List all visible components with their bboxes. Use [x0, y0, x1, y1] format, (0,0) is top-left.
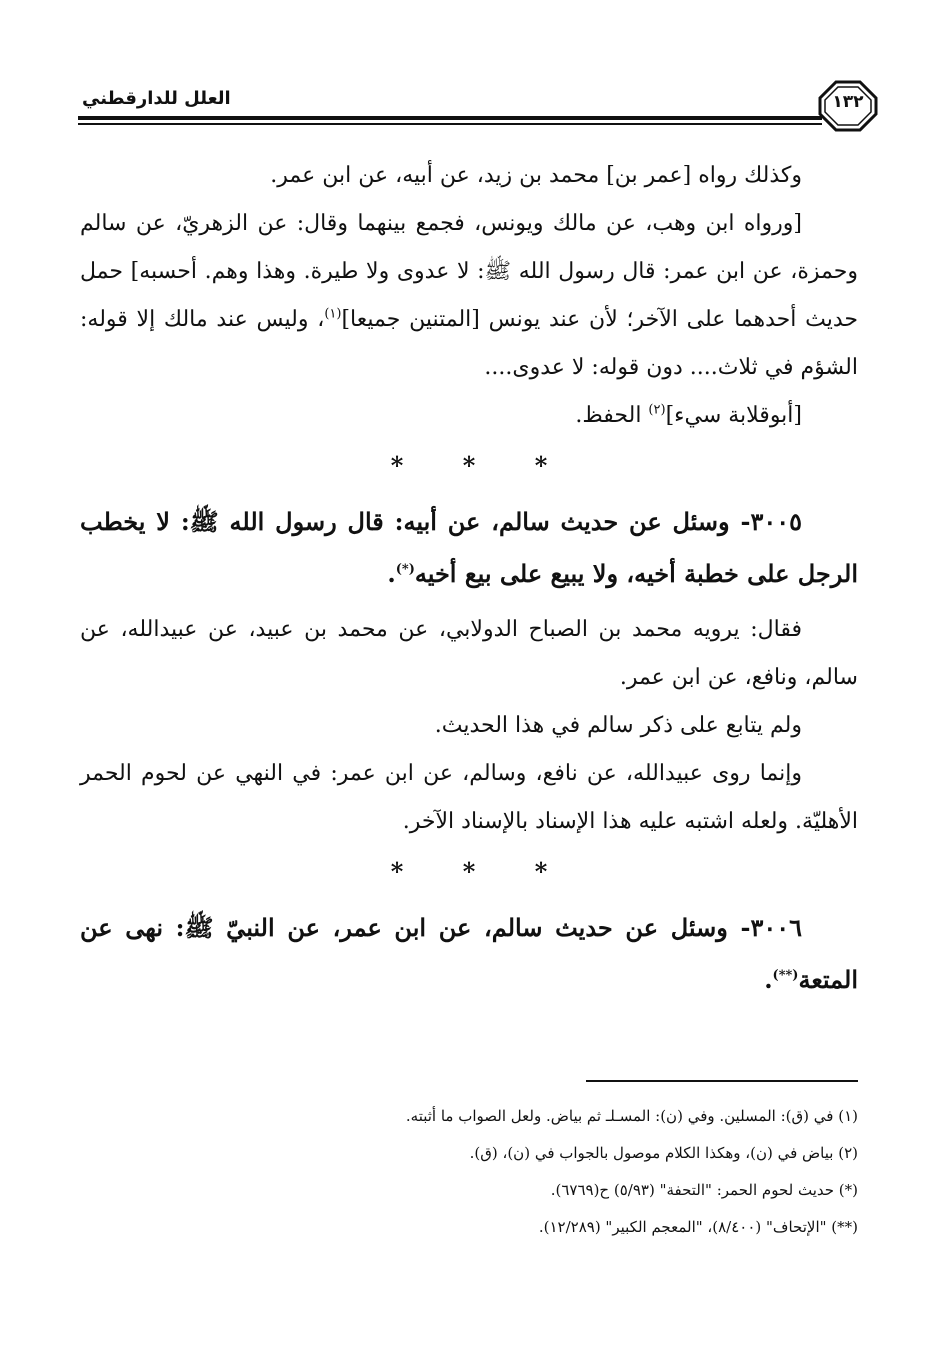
footnote-rule — [586, 1080, 858, 1082]
question-text: . — [764, 965, 773, 994]
paragraph-text: [ورواه ابن وهب، عن مالك ويونس، فجمع بينهما وقال: عن الزهريّ، عن سالم وحمزة، عن ابن عمر: قال رسول الله ﷺ: لا عدوى ولا طيرة. وهذا وهم. أحسبه] حمل حديث أحدهما على الآخر؛ لأن عند يونس [المتنين جميعا] — [80, 211, 859, 332]
question-text: ٣٠٠٥- وسئل عن حديث سالم، عن أبيه: قال رسول الله ﷺ: لا يخطب الرجل على خطبة أخيه، ولا يبيع على بيع أخيه — [80, 507, 858, 588]
answer-paragraph: فقال: يرويه محمد بن الصباح الدولابي، عن محمد بن عبيد، عن عبيدالله، عن سالم، ونافع، عن ابن عمر. — [80, 617, 858, 690]
footnote-ref: (١) — [324, 306, 342, 322]
star: * — [534, 451, 548, 480]
answer-paragraph: ولم يتابع على ذكر سالم في هذا الحديث. — [434, 713, 802, 738]
question-3005 — [80, 496, 858, 600]
paragraph: وكذلك رواه [عمر بن] محمد بن زيد، عن أبيه، عن ابن عمر. — [270, 163, 802, 188]
footnote-ref: (٢) — [648, 402, 666, 418]
book-title: العلل للدارقطني — [82, 88, 231, 109]
answer-paragraph: وإنما روى عبيدالله، عن نافع، وسالم، عن ابن عمر: في النهي عن لحوم الحمر الأهليّة. ولعله اشتبه عليه هذا الإسناد بالإسناد الآخر. — [80, 761, 858, 834]
star: * — [534, 857, 548, 886]
footnote: (*) حديث لحوم الحمر: "التحفة" (٥/٩٣) ح(٦٧٦٩). — [550, 1181, 858, 1199]
question-text: ٣٠٠٦- وسئل عن حديث سالم، عن ابن عمر، عن النبيّ ﷺ: نهى عن المتعة — [80, 913, 858, 994]
question-text: . — [387, 559, 396, 588]
paragraph — [80, 392, 858, 440]
main-text — [80, 152, 858, 1006]
page-header — [78, 80, 878, 136]
star: * — [462, 451, 476, 480]
footnote: (٢) بياض في (ن)، وهكذا الكلام موصول بالجواب في (ن)، (ق). — [469, 1144, 858, 1162]
question-3006 — [80, 902, 858, 1006]
footnote: (١) في (ق): المسلين. وفي (ن): المسـلـ ثم بياض. ولعل الصواب ما أثبته. — [405, 1107, 858, 1125]
paragraph — [80, 200, 858, 392]
star: * — [462, 857, 476, 886]
footnotes — [80, 1098, 858, 1246]
header-rule-thin — [78, 123, 822, 125]
star: * — [390, 451, 404, 480]
footnote-ref: (**) — [772, 968, 799, 983]
star: * — [390, 857, 404, 886]
section-separator — [80, 444, 858, 488]
section-separator — [80, 850, 858, 894]
footnote-ref: (*) — [395, 562, 415, 577]
footnote: (**) "الإتحاف" (٨/٤٠٠)، "المعجم الكبير" (١٢/٢٨٩). — [538, 1218, 858, 1236]
page-number-badge — [818, 80, 878, 132]
page-number: ١٣٢ — [832, 92, 864, 112]
paragraph-text: الحفظ. — [575, 403, 649, 428]
paragraph-text: ، وليس عند مالك إلا قوله: الشؤم في ثلاث.... دون قوله: لا عدوى.... — [80, 307, 858, 380]
header-rule-thick — [78, 116, 822, 120]
paragraph-text: [أبوقلابة سيء] — [665, 403, 802, 428]
